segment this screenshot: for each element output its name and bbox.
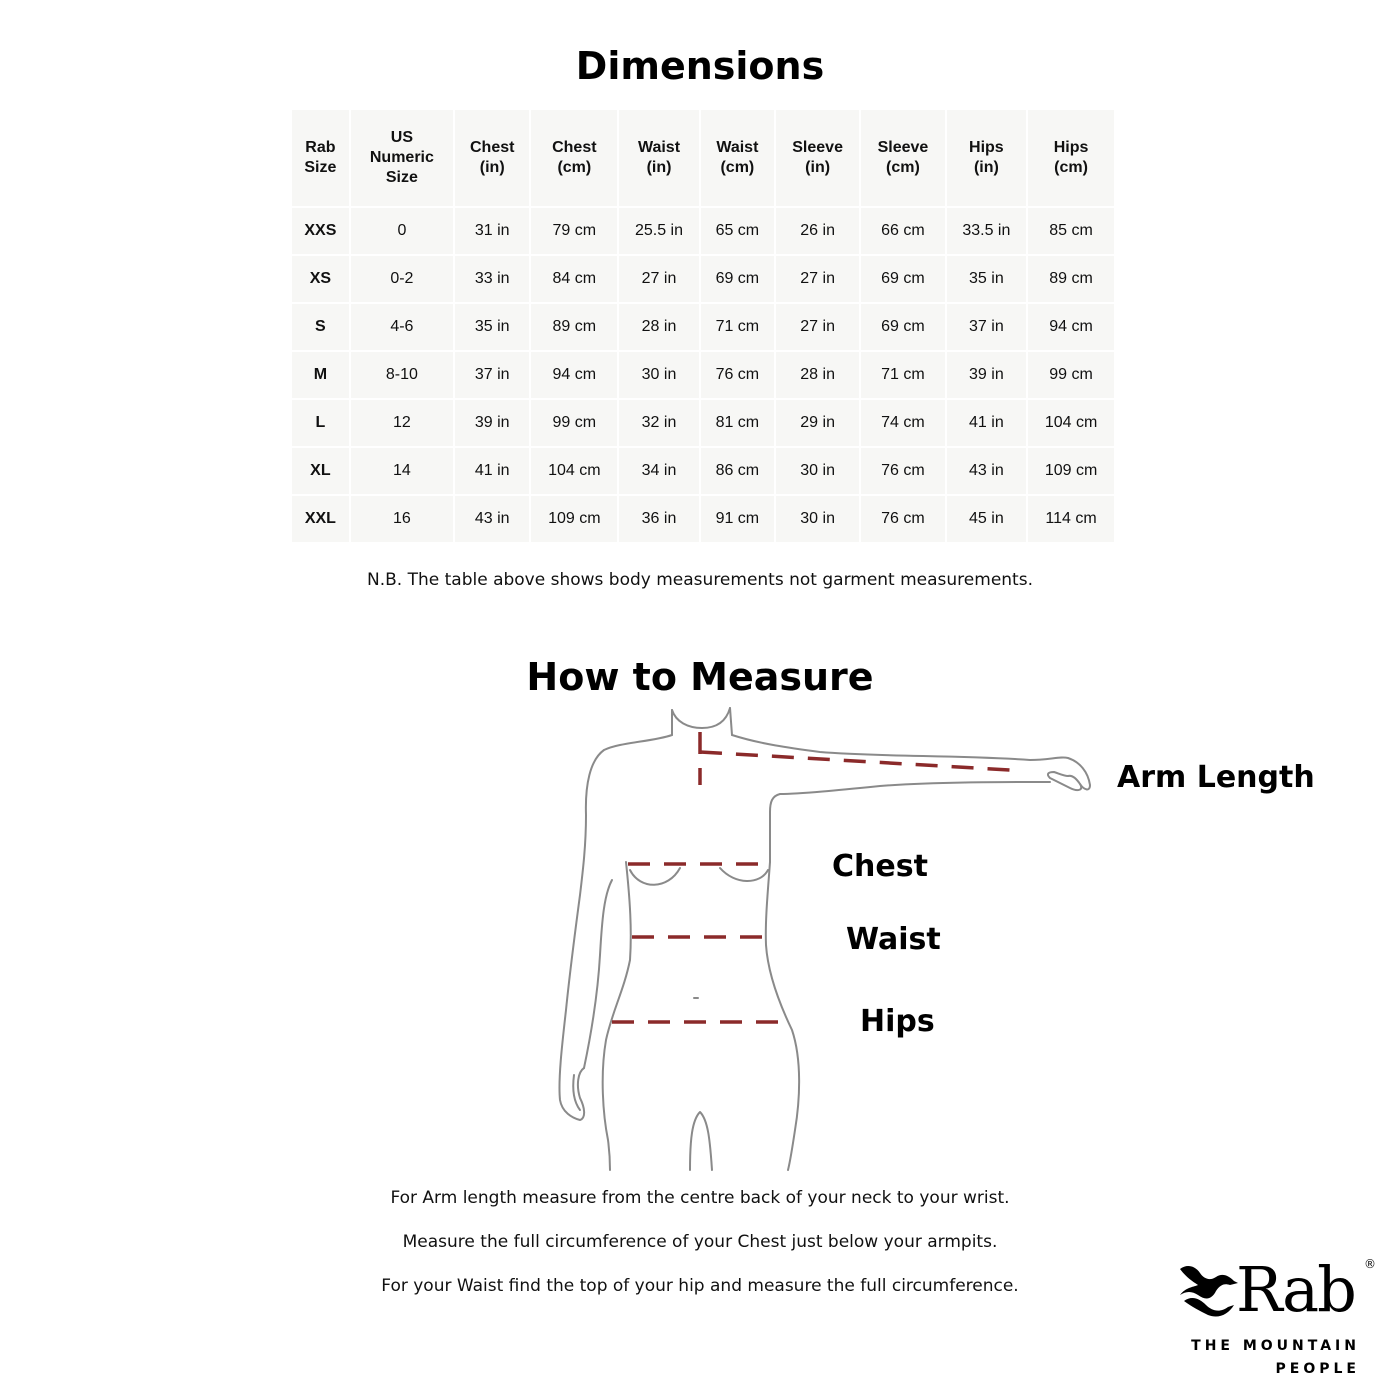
waist-label: Waist [846,922,941,957]
dimensions-title: Dimensions [575,44,825,88]
column-header-line: Chest [469,139,515,156]
how-to-measure-title: How to Measure [526,655,874,699]
registered-mark: ® [1364,1257,1376,1271]
chest-instruction: Measure the full circumference of your Chest just below your armpits. [402,1232,998,1252]
measurement-cell: 94 cm [531,352,617,398]
column-header-line: Numeric [369,149,434,166]
column-header-line: Hips [969,139,1004,156]
left-arm-inner-outline [584,880,612,1068]
size-cell: XL [292,448,349,494]
measurement-cell: 26 in [776,208,859,254]
measurement-cell: 37 in [947,304,1027,350]
column-header-line: Sleeve [792,139,843,156]
measurement-cell: 85 cm [1028,208,1114,254]
measurement-cell: 33 in [455,256,529,302]
inner-legs-outline [690,1112,712,1170]
measurement-cell: 4-6 [351,304,453,350]
measurement-cell: 39 in [455,400,529,446]
right-hand-outline [1048,772,1081,790]
neck-right-outline [730,708,732,735]
measurement-cell: 30 in [776,448,859,494]
measurement-cell: 32 in [619,400,699,446]
measurement-cell: 114 cm [1028,496,1114,542]
arm-length-instruction: For Arm length measure from the centre back of your neck to your wrist. [390,1188,1010,1208]
measurement-cell: 99 cm [1028,352,1114,398]
column-header-line: (in) [973,159,999,176]
measurement-cell: 99 cm [531,400,617,446]
arm-length-label: Arm Length [1117,760,1315,795]
measurement-cell: 84 cm [531,256,617,302]
measurement-cell: 86 cm [701,448,774,494]
rab-logo-word: Rab [1236,1253,1355,1326]
column-header-line: Waist [716,139,759,156]
measurement-cell: 14 [351,448,453,494]
column-header-line: (cm) [886,159,920,176]
column-header-line: Size [304,159,337,176]
hips-label: Hips [860,1004,935,1039]
measurement-cell: 28 in [776,352,859,398]
column-header-line: Hips [1053,139,1089,156]
column-header-line: (cm) [557,159,592,176]
measurement-cell: 27 in [776,304,859,350]
measurement-cell: 25.5 in [619,208,699,254]
measurement-cell: 74 cm [861,400,944,446]
column-header-line: US [390,129,413,146]
size-cell: S [292,304,349,350]
measurement-cell: 79 cm [531,208,617,254]
column-header-line: (in) [805,159,831,176]
measurement-cell: 36 in [619,496,699,542]
left-arm-outer-outline [559,735,672,1120]
column-header-line: Sleeve [877,139,929,156]
measurement-cell: 89 cm [531,304,617,350]
measurement-cell: 28 in [619,304,699,350]
waist-instruction: For your Waist find the top of your hip and measure the full circumference. [381,1276,1019,1296]
measurement-cell: 109 cm [531,496,617,542]
measurement-cell: 30 in [619,352,699,398]
size-cell: XXS [292,208,349,254]
size-cell: XXL [292,496,349,542]
measurement-cell: 0 [351,208,453,254]
rab-logo [1178,1255,1378,1380]
measurement-cell: 104 cm [1028,400,1114,446]
measurement-cell: 76 cm [701,352,774,398]
measurement-cell: 109 cm [1028,448,1114,494]
measurement-cell: 37 in [455,352,529,398]
measurement-cell: 104 cm [531,448,617,494]
measurement-cell: 33.5 in [947,208,1027,254]
measurement-cell: 89 cm [1028,256,1114,302]
measurement-cell: 76 cm [861,496,944,542]
measurement-cell: 27 in [619,256,699,302]
measurement-cell: 71 cm [701,304,774,350]
measurement-cell: 45 in [947,496,1027,542]
measurement-cell: 43 in [947,448,1027,494]
measurement-cell: 39 in [947,352,1027,398]
measurement-cell: 41 in [947,400,1027,446]
bust-right-outline [720,868,768,881]
column-header-line: Rab [305,139,336,156]
column-header-line: Chest [552,139,597,156]
column-header-line: (cm) [1054,159,1088,176]
measurement-cell: 27 in [776,256,859,302]
measurement-note: N.B. The table above shows body measurements not garment measurements. [367,570,1033,590]
bust-left-outline [630,868,680,885]
measurement-cell: 34 in [619,448,699,494]
size-cell: L [292,400,349,446]
measurement-cell: 91 cm [701,496,774,542]
measurement-cell: 71 cm [861,352,944,398]
measurement-cell: 30 in [776,496,859,542]
measurement-cell: 69 cm [861,256,944,302]
torso-left-outline [603,862,631,1170]
measurement-cell: 8-10 [351,352,453,398]
measurement-cell: 35 in [947,256,1027,302]
column-header-line: Waist [637,139,681,156]
measurement-cell: 76 cm [861,448,944,494]
column-header-line: (in) [646,159,672,176]
measurement-cell: 65 cm [701,208,774,254]
measurement-cell: 43 in [455,496,529,542]
measurement-cell: 69 cm [701,256,774,302]
logo-tagline-line-1: THE MOUNTAIN [1191,1338,1360,1354]
measurement-cell: 35 in [455,304,529,350]
measurement-cell: 31 in [455,208,529,254]
column-header-line: (cm) [720,159,755,176]
column-header-line: (in) [479,159,505,176]
body-outline [559,708,1090,1170]
size-cell: XS [292,256,349,302]
measurement-cell: 29 in [776,400,859,446]
chest-label: Chest [832,849,928,884]
measurement-cell: 0-2 [351,256,453,302]
measurement-cell: 66 cm [861,208,944,254]
measurement-cell: 81 cm [701,400,774,446]
logo-tagline-line-2: PEOPLE [1275,1361,1360,1377]
measurement-cell: 16 [351,496,453,542]
measurement-cell: 69 cm [861,304,944,350]
torso-right-outline [766,862,799,1170]
measurement-cell: 12 [351,400,453,446]
measurement-cell: 94 cm [1028,304,1114,350]
column-header-line: Size [385,169,418,186]
measurement-cell: 41 in [455,448,529,494]
rab-logo-wave-icon [1178,1261,1240,1321]
neck-outline [672,708,730,728]
size-cell: M [292,352,349,398]
